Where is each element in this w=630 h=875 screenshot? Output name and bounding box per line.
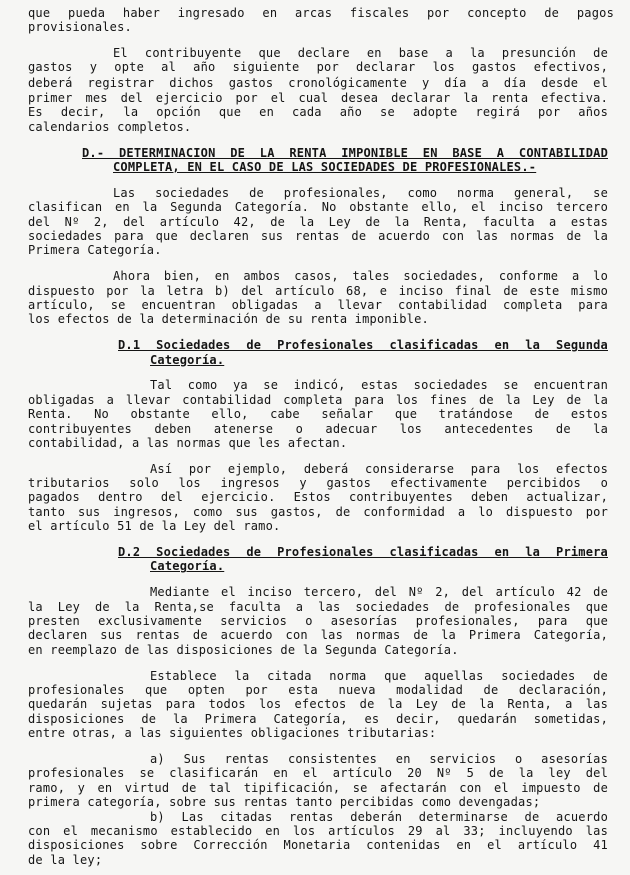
text-line: el artículo 51 de la Ley del ramo. [28,519,281,534]
section-heading: COMPLETA, EN EL CASO DE LAS SOCIEDADES DE PROFESIONALES.- [113,159,537,174]
text-line: profesionales se clasificarán en el artículo 20 Nº 5 de la ley del [28,766,608,781]
text-line: tanto sus ingresos, como sus gastos, de conformidad a lo dispuesto por [28,504,608,519]
text-line: Es decir, la opción que en cada año se adopte regirá por años [28,105,608,120]
subsection-heading: D.1 Sociedades de Profesionales clasificadas en la Segunda [118,338,608,353]
list-item-a: a) Sus rentas consistentes en servicios o asesorías [150,752,608,767]
subsection-heading: Categoría. [150,352,225,367]
text-line: disposiciones de la Primera Categoría, es decir, quedarán sometidas, [28,711,608,726]
list-item-b: b) Las citadas rentas deberán determinarse de acuerdo [150,809,608,824]
section-heading: D.- DETERMINACION DE LA RENTA IMPONIBLE EN BASE A CONTABILIDAD [82,145,608,160]
text-line: calendarios completos. [28,119,192,134]
text-line: Las sociedades de profesionales, como norma general, se [113,185,608,200]
text-line: primera categoría, sobre sus rentas tanto percibidas como devengadas; [28,795,541,810]
text-line: provisionales. [28,20,132,35]
text-line: disposiciones sobre Corrección Monetaria contenidas en el artículo 41 [28,838,608,853]
subsection-heading: D.2 Sociedades de Profesionales clasificadas en la Primera [118,545,608,560]
text-line: los efectos de la determinación de su renta imponible. [28,312,429,327]
text-line: primer mes del ejercicio por el cual desea declarar la renta efectiva. [28,91,608,105]
text-line: El contribuyente que declare en base a la presunción de [113,45,608,60]
text-line: gastos y opte al año siguiente por declarar los gastos efectivos, [28,60,608,75]
text-line: de la ley; [28,852,103,867]
text-line: en reemplazo de las disposiciones de la Segunda Categoría. [28,642,459,657]
text-line: Renta. No obstante ello, cabe señalar que tratándose de estos [28,407,608,422]
text-line: que pueda haber ingresado en arcas fiscales por concepto de pagos [28,5,614,20]
text-line: tributarios solo los ingresos y gastos efectivamente percibidos o [28,476,608,491]
text-line: Mediante el inciso tercero, del Nº 2, del artículo 42 de [150,585,608,600]
text-line: sociedades para que declaren sus rentas de acuerdo con las normas de la [28,228,608,243]
text-line: con el mecanismo establecido en los artículos 29 al 33; incluyendo las [28,823,608,838]
text-line: ramo, y en virtud de tal tipificación, se afectarán con el impuesto de [28,780,608,795]
text-line: Establece la citada norma que aquellas sociedades de [150,668,608,683]
text-line: Ahora bien, en ambos casos, tales sociedades, conforme a lo [113,269,608,284]
text-line: entre otras, a las siguientes obligaciones tributarias: [28,726,437,741]
text-line: declaren sus rentas de acuerdo con las normas de la Primera Categoría, [28,628,608,643]
text-line: pagados dentro del ejercicio. Estos contribuyentes deben actualizar, [28,490,608,505]
text-line: quedarán sujetas para todos los efectos de la Ley de la Renta, a las [28,697,608,712]
text-line: Así por ejemplo, deberá considerarse para los efectos [150,461,608,476]
text-line: artículo, se encuentran obligadas a llevar contabilidad completa para [28,297,608,312]
text-line: la Ley de la Renta,se faculta a las sociedades de profesionales que [28,599,608,614]
subsection-heading: Categoría. [150,559,225,574]
text-line: contribuyentes deben atenerse o adecuar los antecedentes de la [28,421,608,436]
text-line: profesionales que opten por esta nueva modalidad de declaración, [28,683,608,698]
text-line: obligadas a llevar contabilidad completa para los fines de la Ley de la [28,392,608,407]
text-line: deberá registrar dichos gastos cronológicamente y día a día desde el [28,75,608,90]
text-line: contabilidad, a las normas que les afectan. [28,435,348,450]
text-line: Tal como ya se indicó, estas sociedades se encuentran [150,378,608,393]
text-line: presten exclusivamente servicios o asesorías profesionales, para que [28,614,608,629]
text-line: del Nº 2, del artículo 42, de la Ley de la Renta, faculta a estas [28,214,608,229]
text-line: clasifican en la Segunda Categoría. No obstante ello, el inciso tercero [28,200,608,215]
text-line: dispuesto por la letra b) del artículo 68, e inciso final de este mismo [28,283,608,298]
text-line: Primera Categoría. [28,243,162,258]
